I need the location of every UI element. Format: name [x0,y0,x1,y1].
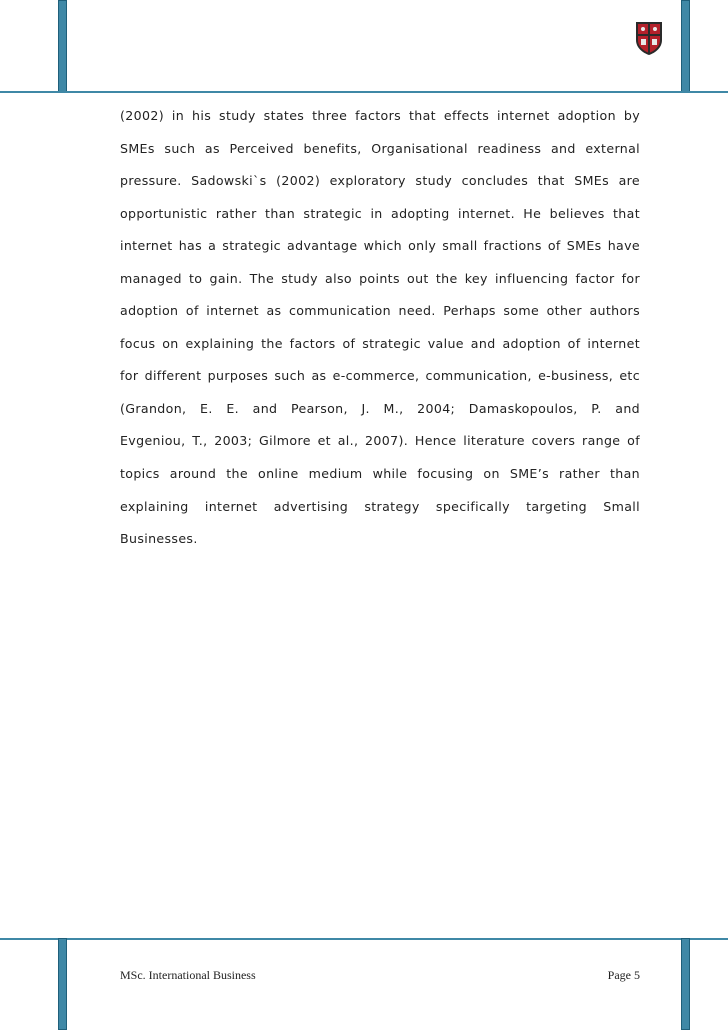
text-line: Businesses. [120,531,198,547]
text-line: focus on explaining the factors of strategic value and adoption of internet [120,335,640,351]
header-right-bar [681,0,690,92]
text-line: adoption of internet as communication need. Perhaps some other authors [120,303,640,319]
text-line: managed to gain. The study also points out the key influencing factor for [120,270,640,286]
text-line: opportunistic rather than strategic in adopting internet. He believes that [120,205,640,221]
page-number: Page 5 [607,968,640,982]
body-paragraph [120,100,640,556]
text-line: (Grandon, E. E. and Pearson, J. M., 2004; Damaskopoulos, P. and [120,400,640,416]
text-line: topics around the online medium while focusing on SME’s rather than [120,466,640,482]
text-line: SMEs such as Perceived benefits, Organisational readiness and external [120,140,640,156]
footer-left-bar [58,938,67,1030]
header-left-bar [58,0,67,92]
text-line: internet has a strategic advantage which only small fractions of SMEs have [120,238,640,254]
text-line: explaining internet advertising strategy specifically targeting Small [120,498,640,514]
footer-rule [0,938,728,940]
text-line: pressure. Sadowski`s (2002) exploratory study concludes that SMEs are [120,173,640,189]
text-line: Evgeniou, T., 2003; Gilmore et al., 2007). Hence literature covers range of [120,433,640,449]
text-line: (2002) in his study states three factors that effects internet adoption by [120,108,640,123]
footer-right-bar [681,938,690,1030]
university-crest-icon [635,20,663,56]
text-line: for different purposes such as e-commerce, communication, e-business, etc [120,368,640,384]
header-rule [0,91,728,93]
footer-program-name: MSc. International Business [120,968,256,982]
